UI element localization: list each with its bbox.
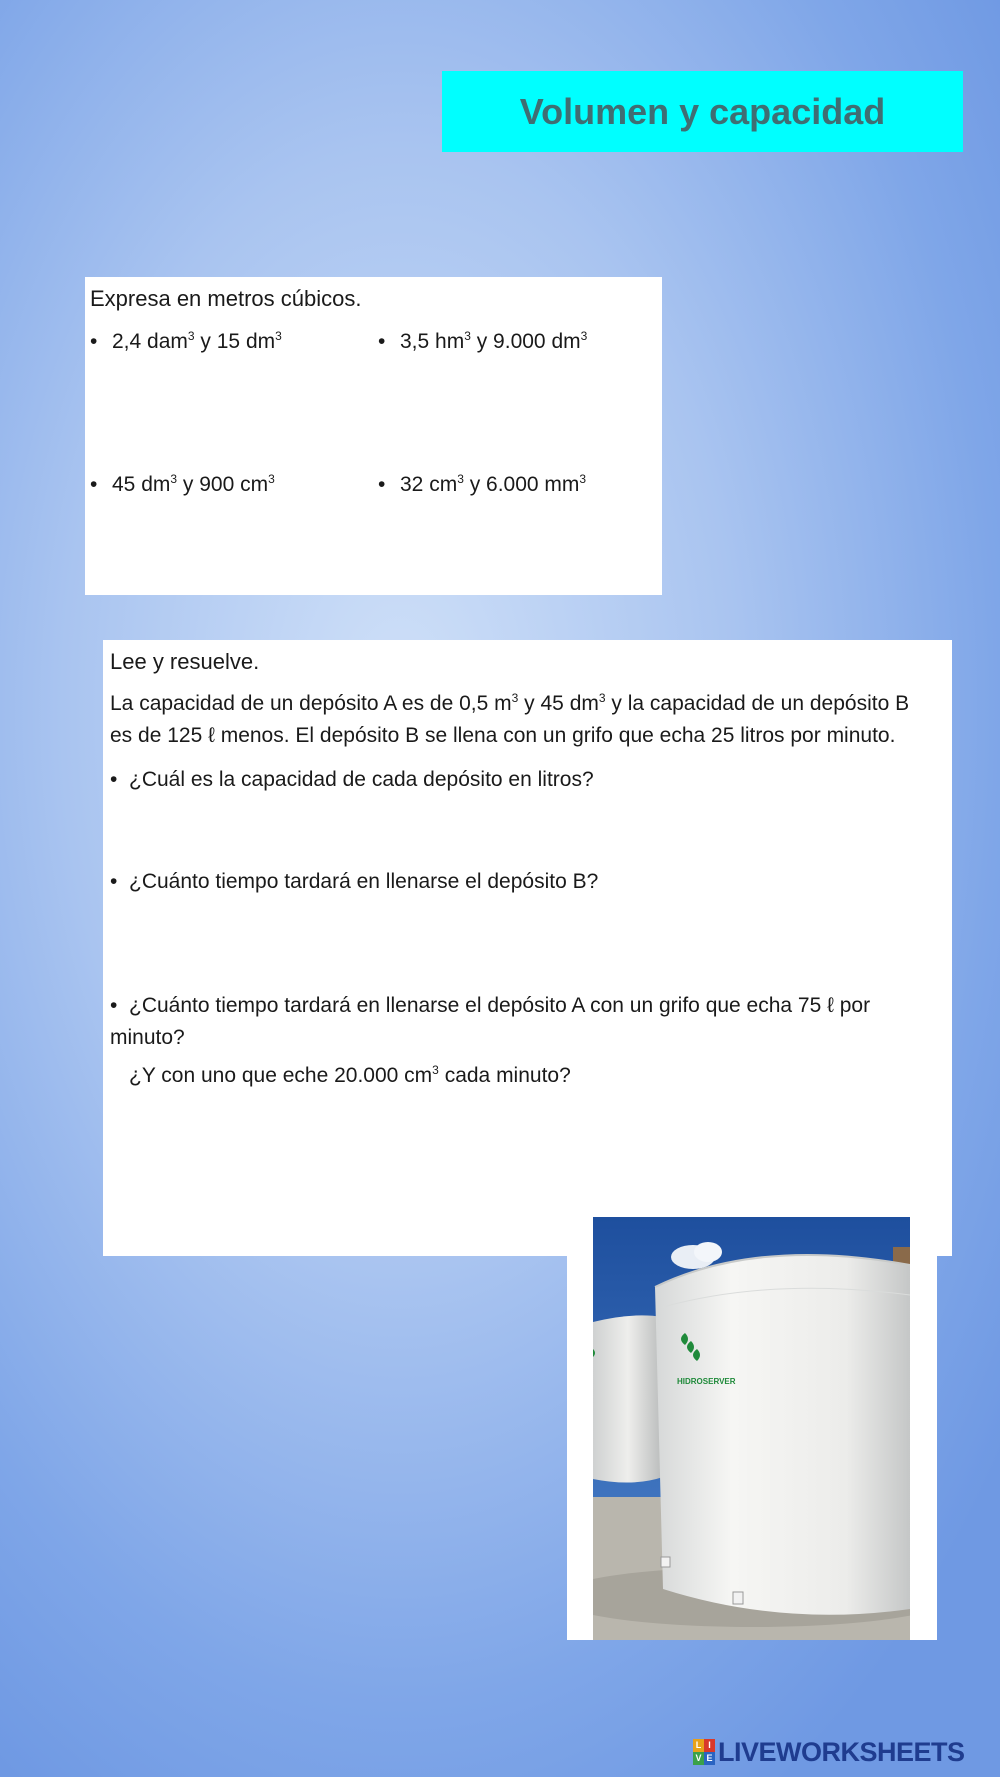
exercise-1-item: • 3,5 $hm^3$ y 9.000 $dm^3$ — [378, 329, 588, 353]
exercise-1-heading: Expresa en metros cúbicos. — [90, 286, 362, 311]
exercise-1-item: • 2,4 dam$^3$ y 15 $dm^3$ — [90, 329, 282, 353]
water-tanks-photo — [593, 1217, 910, 1640]
logo-text: LIVEWORKSHEETS — [718, 1736, 965, 1767]
page-title: Volumen y capacidad — [519, 90, 886, 132]
photo-frame — [567, 1217, 937, 1640]
liveworksheets-icon: L I V E — [693, 1739, 715, 1765]
title-banner — [442, 71, 963, 152]
exercise-1-item: • 32 $cm^3$ y 6.000 $mm^3$ — [378, 472, 587, 496]
tank-brand-label: HIDROSERVER — [677, 1377, 736, 1386]
question-3: • ¿Cuánto tiempo tardará en llenarse el depósito A con un grifo que echa 75 ℓ por minuto? ¿Y con uno que eche 20.000 $cm^3$ cada minuto? — [110, 994, 871, 1087]
exercise-2-card — [103, 640, 952, 1256]
liveworksheets-logo — [693, 1735, 965, 1769]
problem-statement: La capacidad de un depósito A es de 0,5 $m^3$ y 45 $dm^3$ y la capacidad de un depósito B es de 125 ℓ menos. El depósito B se llena con un grifo que echa 25 litros por minuto. — [110, 691, 910, 747]
question-1: • ¿Cuál es la capacidad de cada depósito en litros? — [110, 768, 594, 791]
exercise-1-card — [85, 277, 662, 595]
exercise-1-item: • 45 $dm^3$ y 900 $cm^3$ — [90, 472, 275, 496]
exercise-2-heading: Lee y resuelve. — [110, 649, 260, 674]
question-2: • ¿Cuánto tiempo tardará en llenarse el depósito B? — [110, 870, 599, 893]
